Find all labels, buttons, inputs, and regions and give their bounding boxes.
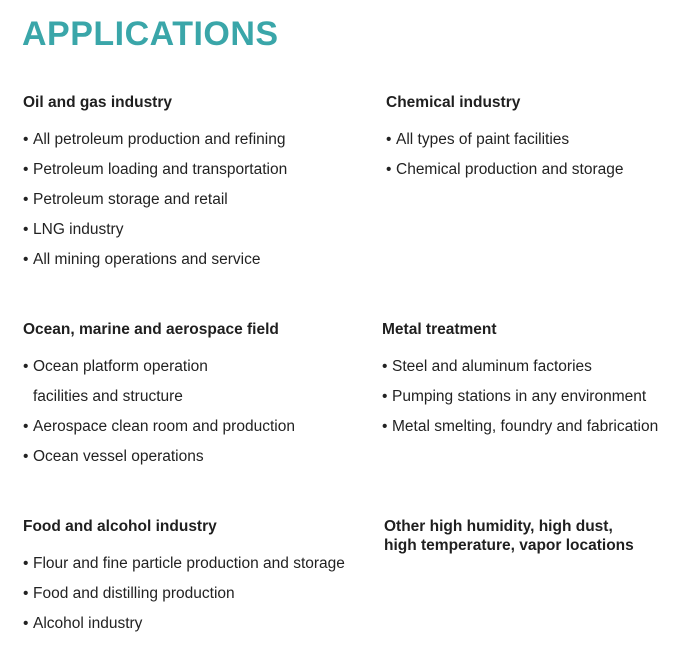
list-item: • Pumping stations in any environment: [382, 382, 658, 412]
section-heading: Ocean, marine and aerospace field: [23, 321, 279, 338]
section-heading: Oil and gas industry: [23, 94, 172, 111]
list-item: • All petroleum production and refining: [23, 125, 287, 155]
list-item: • All types of paint facilities: [386, 125, 623, 155]
section-heading: Chemical industry: [386, 94, 521, 111]
section-list: [23, 549, 345, 639]
page-title: APPLICATIONS: [22, 15, 279, 53]
list-item: • All mining operations and service: [23, 245, 287, 275]
section-list: [23, 125, 287, 275]
section-oil-gas: [23, 93, 287, 275]
list-item: • Aerospace clean room and production: [23, 412, 295, 442]
section-ocean-marine-aerospace: [23, 320, 295, 472]
list-item: • Petroleum loading and transportation: [23, 155, 287, 185]
section-chemical: [386, 93, 623, 185]
list-item: • Metal smelting, foundry and fabrication: [382, 412, 658, 442]
section-list: [23, 352, 295, 472]
section-other-locations: [384, 517, 634, 555]
list-item: • Food and distilling production: [23, 579, 345, 609]
list-item: • Chemical production and storage: [386, 155, 623, 185]
section-heading-line: high temperature, vapor locations: [384, 537, 634, 554]
section-food-alcohol: [23, 517, 345, 639]
section-heading: Metal treatment: [382, 321, 497, 338]
list-item: • Steel and aluminum factories: [382, 352, 658, 382]
section-metal-treatment: [382, 320, 658, 442]
list-item: • Ocean vessel operations: [23, 442, 295, 472]
section-heading-line: Other high humidity, high dust,: [384, 518, 613, 535]
section-list: [382, 352, 658, 442]
section-heading: Food and alcohol industry: [23, 518, 217, 535]
list-item: • Flour and fine particle production and storage: [23, 549, 345, 579]
section-list: [386, 125, 623, 185]
section-heading: [384, 517, 634, 555]
list-item: • Alcohol industry: [23, 609, 345, 639]
list-item: • Petroleum storage and retail: [23, 185, 287, 215]
list-item: • Ocean platform operation facilities and structure: [23, 352, 233, 412]
list-item: • LNG industry: [23, 215, 287, 245]
